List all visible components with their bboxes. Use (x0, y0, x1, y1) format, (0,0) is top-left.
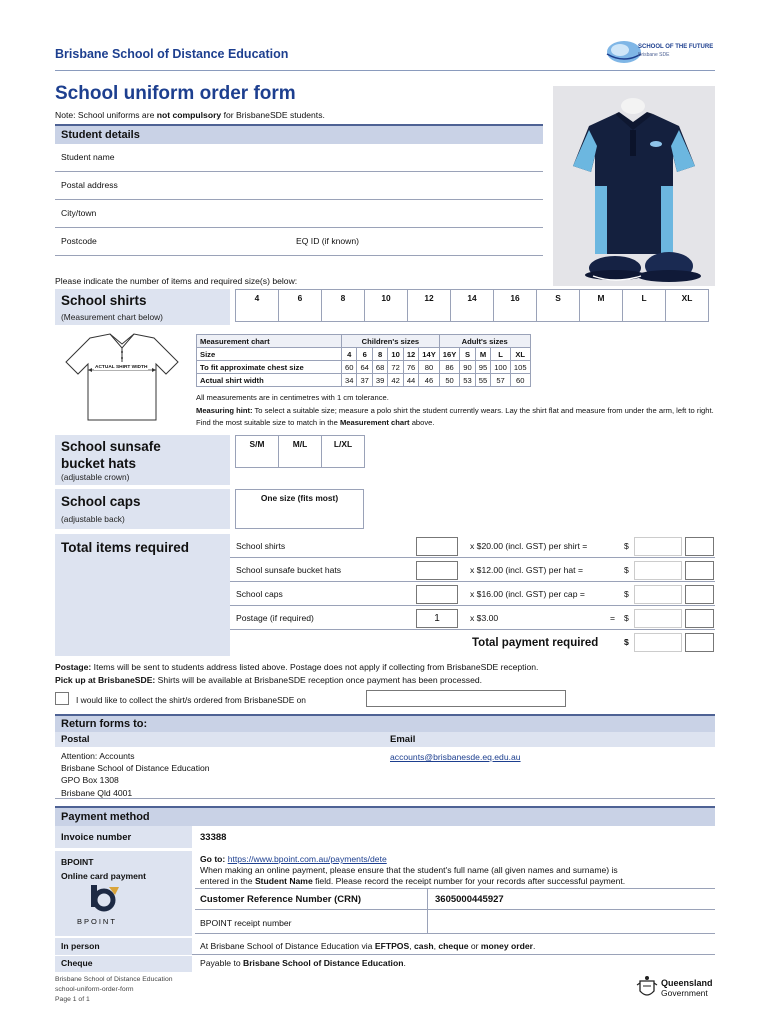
measurement-cell: 12 (403, 348, 418, 361)
shirt-size-m[interactable]: M (580, 290, 623, 322)
in-person-eftpos: EFTPOS (374, 941, 410, 951)
address-line-4: Brisbane Qld 4001 (61, 787, 133, 798)
measurement-label-width: Actual shirt width (197, 374, 342, 387)
in-person-c: , (409, 941, 415, 951)
return-forms-header (55, 714, 715, 732)
total-item-hats: School sunsafe bucket hats (236, 565, 342, 575)
logo-text: SCHOOL OF THE FUTURE (638, 44, 714, 50)
measurement-label-chest: To fit approximate chest size (197, 361, 342, 374)
cheque-row (55, 956, 715, 972)
return-divider (55, 798, 715, 799)
currency-hats: $ (624, 565, 629, 575)
postage-text: Items will be sent to students address listed above. Postage does not apply if collecting from BrisbaneSDE reception. (91, 662, 539, 672)
amount-postage-cents[interactable] (685, 609, 714, 628)
hat-size-ml[interactable]: M/L (279, 436, 322, 468)
totals-title: Total items required (61, 540, 190, 555)
cheque-payee: Brisbane School of Distance Education (243, 958, 404, 968)
shirts-subtitle: (Measurement chart below) (61, 312, 163, 322)
shirt-size-l[interactable]: L (623, 290, 666, 322)
org-name: Brisbane School of Distance Education (55, 47, 289, 61)
shirt-size-6[interactable]: 6 (279, 290, 322, 322)
school-logo (604, 38, 716, 66)
crn-value: 3605000445927 (435, 894, 504, 905)
measurement-cell: 86 (439, 361, 460, 374)
total-row-shirts (230, 534, 715, 558)
hats-title-line2: bucket hats (61, 456, 137, 471)
currency-postage: $ (624, 613, 629, 623)
amount-postage-dollars[interactable] (634, 609, 682, 628)
cheque-a: Payable to (200, 958, 243, 968)
footer-line-3: Page 1 of 1 (55, 996, 90, 1003)
measurement-cell: 34 (342, 374, 357, 387)
bpoint-logo (85, 883, 129, 915)
address-line-2: Brisbane School of Distance Education (61, 763, 210, 774)
measurement-cell: 68 (372, 361, 387, 374)
amount-shirts-cents[interactable] (685, 537, 714, 556)
measurement-cell: 8 (372, 348, 387, 361)
crn-label: Customer Reference Number (CRN) (200, 894, 362, 905)
student-details-header (55, 124, 543, 144)
shirt-size-xl[interactable]: XL (666, 290, 709, 322)
invoice-value: 33388 (200, 832, 227, 843)
receipt-row[interactable] (195, 910, 715, 934)
measurement-cell: 50 (439, 374, 460, 387)
postal-address (61, 750, 210, 799)
online-payment-label: Online card payment (61, 871, 147, 881)
measurement-cell: 60 (510, 374, 530, 387)
measurement-cell: 6 (357, 348, 372, 361)
measurement-row-chest (197, 361, 531, 374)
instructions: Please indicate the number of items and required size(s) below: (55, 276, 298, 286)
email-label: Email (390, 734, 416, 745)
student-field-city[interactable] (55, 200, 543, 228)
shirt-size-s[interactable]: S (537, 290, 580, 322)
measurement-cell: 90 (460, 361, 475, 374)
total-payment-label: Total payment required (472, 637, 599, 649)
totals-section (55, 534, 230, 656)
header-divider (55, 70, 715, 71)
cheque-label: Cheque (61, 958, 93, 968)
measurement-note: All measurements are in centimetres with 1 cm tolerance. (196, 393, 389, 402)
postal-address-label: Postal address (61, 180, 118, 190)
measurement-cell: 57 (491, 374, 511, 387)
total-amount-dollars[interactable] (634, 633, 682, 652)
crn-row (195, 888, 715, 910)
measurement-cell: 80 (419, 361, 440, 374)
footer-text (55, 975, 173, 1005)
shirt-size-grid (235, 289, 709, 322)
measurement-cell: 53 (460, 374, 475, 387)
collect-label: I would like to collect the shirt/s ordered from BrisbaneSDE on (76, 695, 306, 705)
amount-caps-dollars[interactable] (634, 585, 682, 604)
address-line-3: GPO Box 1308 (61, 775, 119, 786)
total-item-caps: School caps (236, 589, 283, 599)
bpoint-instr-2b: Student Name (254, 876, 313, 886)
shirts-title: School shirts (61, 293, 147, 308)
measurement-cell: 42 (388, 374, 403, 387)
caps-title: School caps (61, 494, 141, 509)
email-link[interactable]: accounts@brisbanesde.eq.edu.au (390, 752, 521, 762)
collect-checkbox[interactable] (55, 692, 69, 705)
measurement-cell: 105 (510, 361, 530, 374)
page-title: School uniform order form (55, 83, 296, 104)
price-shirts: x $20.00 (incl. GST) per shirt = (470, 541, 588, 551)
total-amount-cents[interactable] (685, 633, 714, 652)
measurement-row-size (197, 348, 531, 361)
shirt-size-14[interactable]: 14 (451, 290, 494, 322)
hats-title-line1: School sunsafe (61, 439, 161, 454)
caps-subtitle: (adjustable back) (61, 514, 125, 524)
bpoint-instr-2c: field. Please record the receipt number for your records after successful payment. (312, 876, 626, 886)
form-note (55, 110, 325, 120)
city-town-label: City/town (61, 208, 97, 218)
bpoint-label: BPOINT (61, 857, 94, 867)
in-person-a: At Brisbane School of Distance Education via (200, 941, 375, 951)
student-details-title: Student details (61, 129, 140, 141)
return-subheader (55, 732, 715, 747)
hat-size-grid (235, 435, 365, 468)
eq-id-label: EQ ID (if known) (296, 236, 360, 246)
qty-hats-input[interactable] (416, 561, 458, 580)
in-person-text (200, 941, 535, 951)
qty-caps-input[interactable] (416, 585, 458, 604)
in-person-cheque: cheque (438, 941, 469, 951)
measurement-cell: L (491, 348, 511, 361)
measurement-cell: 60 (342, 361, 357, 374)
gov-line-1: Queensland (661, 978, 713, 988)
return-forms-title: Return forms to: (61, 718, 148, 730)
hint-end: above. (409, 418, 435, 427)
in-person-g: or (468, 941, 481, 951)
in-person-cash: cash (414, 941, 434, 951)
measurement-cell: 76 (403, 361, 418, 374)
childrens-sizes-label: Children's sizes (342, 335, 440, 348)
postage-note (55, 661, 715, 687)
cap-size-one[interactable]: One size (fits most) (235, 489, 364, 529)
student-field-postal-address[interactable] (55, 172, 543, 200)
shirt-diagram (60, 332, 184, 424)
measurement-cell: 37 (357, 374, 372, 387)
measurement-cell: 64 (357, 361, 372, 374)
total-item-shirts: School shirts (236, 541, 286, 551)
currency-caps: $ (624, 589, 629, 599)
eq-postage: = (610, 613, 616, 623)
caps-section (55, 489, 230, 529)
measurement-cell: M (475, 348, 490, 361)
currency-total: $ (624, 637, 629, 647)
price-caps: x $16.00 (incl. GST) per cap = (470, 589, 585, 599)
measurement-cell: 39 (372, 374, 387, 387)
measurement-cell: 44 (403, 374, 418, 387)
hint-bold-2: Measurement chart (339, 418, 410, 427)
queensland-government-logo (636, 975, 716, 1003)
measurement-cell: 100 (491, 361, 511, 374)
uniform-photo (553, 86, 715, 286)
hats-title (61, 438, 161, 472)
measurement-label-size: Size (197, 348, 342, 361)
adults-sizes-label: Adult's sizes (439, 335, 530, 348)
collect-date-input[interactable] (366, 690, 566, 707)
goto-label: Go to: (200, 854, 228, 864)
qty-postage-input[interactable]: 1 (416, 609, 458, 628)
pickup-bold: Pick up at BrisbaneSDE: (55, 675, 156, 685)
cheque-text (200, 958, 406, 968)
measurement-cell: 14Y (419, 348, 440, 361)
in-person-row (55, 938, 715, 955)
hats-subtitle: (adjustable crown) (61, 472, 130, 482)
shirt-size-4[interactable]: 4 (236, 290, 279, 322)
shirt-size-8[interactable]: 8 (322, 290, 365, 322)
total-row-caps (230, 582, 715, 606)
qty-shirts-input[interactable] (416, 537, 458, 556)
bpoint-logo-text: BPOINT (77, 917, 117, 926)
hats-section (55, 435, 230, 485)
shirt-width-label: ACTUAL SHIRT WIDTH (95, 365, 148, 370)
measurement-cell: 55 (475, 374, 490, 387)
measurement-cell: 46 (419, 374, 440, 387)
measurement-cell: XL (510, 348, 530, 361)
bpoint-row (55, 851, 715, 936)
invoice-label: Invoice number (61, 832, 132, 843)
address-line-1: Attention: Accounts (61, 751, 135, 761)
cheque-c: . (403, 958, 406, 968)
shirt-size-10[interactable]: 10 (365, 290, 408, 322)
bpoint-url-link[interactable]: https://www.bpoint.com.au/payments/dete (227, 854, 387, 864)
student-field-postcode[interactable] (55, 228, 543, 256)
total-row-hats (230, 558, 715, 582)
note-bold: not compulsory (156, 110, 222, 120)
total-item-postage: Postage (if required) (236, 613, 314, 623)
measurement-cell: 4 (342, 348, 357, 361)
measurement-cell: 10 (388, 348, 403, 361)
receipt-label: BPOINT receipt number (200, 918, 292, 928)
hat-size-sm[interactable]: S/M (236, 436, 279, 468)
measurement-chart-title: Measurement chart (197, 335, 342, 348)
hint-text: To select a suitable size; measure a polo shirt the student currently wears. Lay the shirt flat and measure from under the arm, left to right. Find the most suitable size to match in the (196, 406, 714, 427)
in-person-label: In person (61, 941, 100, 951)
student-field-name[interactable] (55, 144, 543, 172)
measurement-row-width (197, 374, 531, 387)
payment-header (55, 806, 715, 826)
price-hats: x $12.00 (incl. GST) per hat = (470, 565, 583, 575)
measurement-cell: S (460, 348, 475, 361)
measurement-cell: 16Y (439, 348, 460, 361)
shirts-section (55, 289, 230, 325)
measurement-chart (196, 334, 531, 387)
bpoint-instructions (200, 854, 715, 887)
hat-size-lxl[interactable]: L/XL (322, 436, 365, 468)
measurement-cell: 72 (388, 361, 403, 374)
hint-bold: Measuring hint: (196, 406, 253, 415)
logo-subtext: Brisbane SDE (638, 52, 670, 58)
total-row-postage (230, 606, 715, 630)
postage-bold: Postage: (55, 662, 92, 672)
note-suffix: for BrisbaneSDE students. (221, 110, 325, 120)
payment-title: Payment method (61, 811, 150, 823)
shirt-size-12[interactable]: 12 (408, 290, 451, 322)
postal-label: Postal (61, 734, 90, 745)
amount-hats-cents[interactable] (685, 561, 714, 580)
measuring-hint (196, 405, 716, 429)
pickup-text: Shirts will be available at BrisbaneSDE reception once payment has been processed. (155, 675, 483, 685)
amount-caps-cents[interactable] (685, 585, 714, 604)
student-name-label: Student name (61, 152, 115, 162)
coat-of-arms-icon (636, 975, 658, 1001)
footer-line-1: Brisbane School of Distance Education (55, 976, 173, 983)
total-row-payment (230, 630, 715, 656)
postcode-label: Postcode (61, 236, 97, 246)
bpoint-logo-icon (85, 883, 129, 913)
in-person-e: , (433, 941, 439, 951)
gov-line-2: Government (661, 988, 708, 998)
note-prefix: Note: School uniforms are (55, 110, 157, 120)
amount-hats-dollars[interactable] (634, 561, 682, 580)
invoice-row (55, 826, 715, 848)
measurement-cell: 95 (475, 361, 490, 374)
totals-rows (230, 534, 715, 656)
shirt-size-16[interactable]: 16 (494, 290, 537, 322)
in-person-i: . (532, 941, 536, 951)
in-person-money-order: money order (480, 941, 533, 951)
amount-shirts-dollars[interactable] (634, 537, 682, 556)
bpoint-instr-1: When making an online payment, please ensure that the student's full name (all given names and surname) is (200, 865, 618, 875)
currency-shirts: $ (624, 541, 629, 551)
footer-line-2: school-uniform-order-form (55, 986, 134, 993)
price-postage: x $3.00 (470, 613, 499, 623)
bpoint-instr-2a: entered in the (200, 876, 255, 886)
